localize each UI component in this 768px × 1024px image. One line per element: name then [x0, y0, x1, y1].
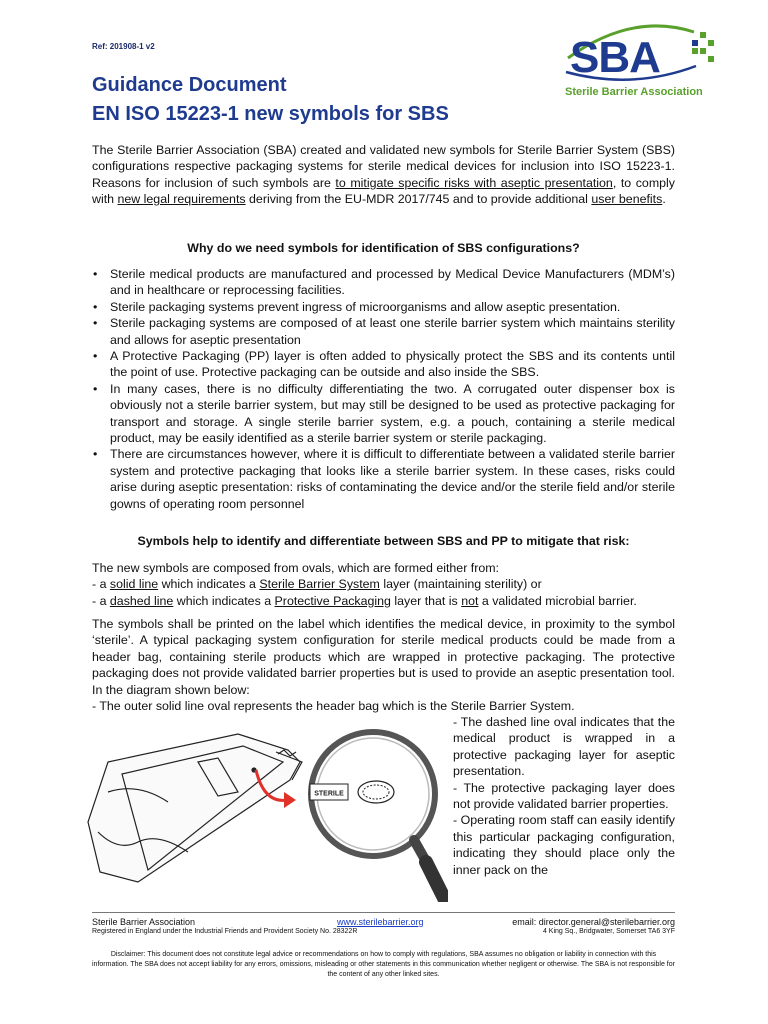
symbols-definition — [92, 560, 675, 609]
bullet-list — [92, 266, 675, 512]
logo-pixels — [692, 32, 714, 62]
diagram-explanation — [453, 714, 675, 878]
footer-divider — [92, 912, 675, 913]
intro-underline-benefits: user benefits — [591, 192, 663, 207]
intro-paragraph — [92, 142, 675, 208]
intro-text-1: The Sterile Barrier Association (SBA) created and validated new symbols for Sterile Barrier System (SBS) configurations respective packaging systems for sterile medical devices for inclusion into ISO 15223-1. Reasons for inclusion of such symbols are — [92, 143, 675, 190]
footer-address: 4 King Sq., Bridgwater, Somerset TA6 3YF — [542, 928, 675, 935]
magnifying-glass-icon — [311, 732, 444, 898]
bullet-item: • Sterile medical products are manufactured and processed by Medical Device Manufacturers (MDM’s) and in healthcare or reprocessing facilities. — [92, 266, 675, 299]
symbols-line-solid: - a solid line which indicates a Sterile Barrier System layer (maintaining sterility) or — [92, 577, 542, 592]
bullet-item: • In many cases, there is no difficulty differentiating the two. A corrugated outer dispenser box is obviously not a sterile barrier system, but may still be designed to be used as protective packaging for transport and storage. A single sterile barrier system, e.g. a pouch, containing a sterile medical product, may be easily identified as a sterile barrier system or sterile packaging. — [92, 381, 675, 447]
footer-registration: Registered in England under the Industrial Friends and Provident Society No. 28322R — [92, 928, 358, 935]
intro-underline-legal: new legal requirements — [117, 192, 246, 207]
footer-website-link[interactable]: www.sterilebarrier.org — [337, 917, 424, 927]
logo-letters: SBA — [570, 33, 660, 82]
document-ref: Ref: 201908-1 v2 — [92, 42, 155, 51]
intro-underline-aseptic: to mitigate specific risks with aseptic presentation — [335, 175, 613, 190]
symbols-print-paragraph — [92, 616, 675, 714]
footer-org: Sterile Barrier Association — [92, 917, 196, 927]
bullet-item: • Sterile packaging systems are composed of at least one sterile barrier system which maintains sterility and allows for aseptic presentation — [92, 315, 675, 348]
staff-identify-text: - Operating room staff can easily identify this particular packaging configuration, indicating they should place only the inner pack on the — [453, 813, 675, 877]
sterile-label-text: STERILE — [314, 790, 344, 798]
bullet-item: • A Protective Packaging (PP) layer is often added to physically protect the SBS and its contents until the point of use. Protective packaging can be outside and also inside the SBS. — [92, 348, 675, 381]
bullet-item: • Sterile packaging systems prevent ingress of microorganisms and allow aseptic presentation. — [92, 299, 675, 315]
underline-sbs: Sterile Barrier System — [259, 577, 380, 592]
document-title: Guidance Document — [92, 74, 287, 96]
underline-dashed-line: dashed line — [109, 593, 174, 608]
bullet-item: • There are circumstances however, where it is difficult to differentiate between a validated sterile barrier system and protective packaging that looks like a sterile barrier system. In these cases, risks could arise during aseptic presentation: risks of contaminating the device and/or the sterile field and/or sterile gowns of operating room personnel — [92, 446, 675, 512]
intro-text-3: deriving from the EU-MDR 2017/745 and to provide additional — [245, 192, 592, 207]
section-heading-symbols: Symbols help to identify and differentiate between SBS and PP to mitigate that risk: — [137, 534, 630, 548]
underline-not: not — [461, 593, 479, 608]
underline-solid-line: solid line — [109, 577, 159, 592]
intro-text-2: , to comply with — [92, 175, 675, 207]
intro-text-4: . — [662, 192, 666, 207]
underline-pp: Protective Packaging — [274, 593, 391, 608]
section-heading-why: Why do we need symbols for identification of SBS configurations? — [187, 241, 580, 255]
footer-email: email: director.general@sterilebarrier.org — [512, 917, 675, 927]
symbols-line-intro: The new symbols are composed from ovals, which are formed either from: — [92, 561, 499, 575]
packaging-diagram — [78, 722, 448, 902]
pp-layer-text: - The protective packaging layer does not provide validated barrier properties. — [453, 780, 675, 812]
symbols-print-text: The symbols shall be printed on the label which identifies the medical device, in proximity to the symbol ‘sterile’. A typical packaging system configuration for sterile medical products could be made from a header bag, containing sterile products which are wrapped in protective packaging. The protective packaging does not provide validated barrier properties but is used to provide an aseptic presentation tool. In the diagram shown below: — [92, 617, 675, 697]
logo-organization-name: Sterile Barrier Association — [565, 86, 703, 98]
header-bag-illustration — [88, 734, 302, 882]
outer-oval-text: - The outer solid line oval represents the header bag which is the Sterile Barrier System. — [92, 699, 575, 714]
document-subtitle: EN ISO 15223-1 new symbols for SBS — [92, 103, 449, 125]
footer-disclaimer: Disclaimer: This document does not constitute legal advice or recommendations on how to comply with regulations, SBA assumes no obligation or liability in connection with this information. The SBA does not accept liability for any errors, omissions, misleading or other statements in this communication whether negligent or otherwise. The SBA is not responsible for the content of any other linked sites. — [92, 951, 675, 978]
red-arrow-head — [284, 792, 296, 808]
symbols-line-dashed: - a dashed line which indicates a Protective Packaging layer that is not a validated microbial barrier. — [92, 593, 637, 608]
dashed-oval-text: - The dashed line oval indicates that the medical product is wrapped in a protective packaging layer for aseptic presentation. — [453, 715, 675, 779]
